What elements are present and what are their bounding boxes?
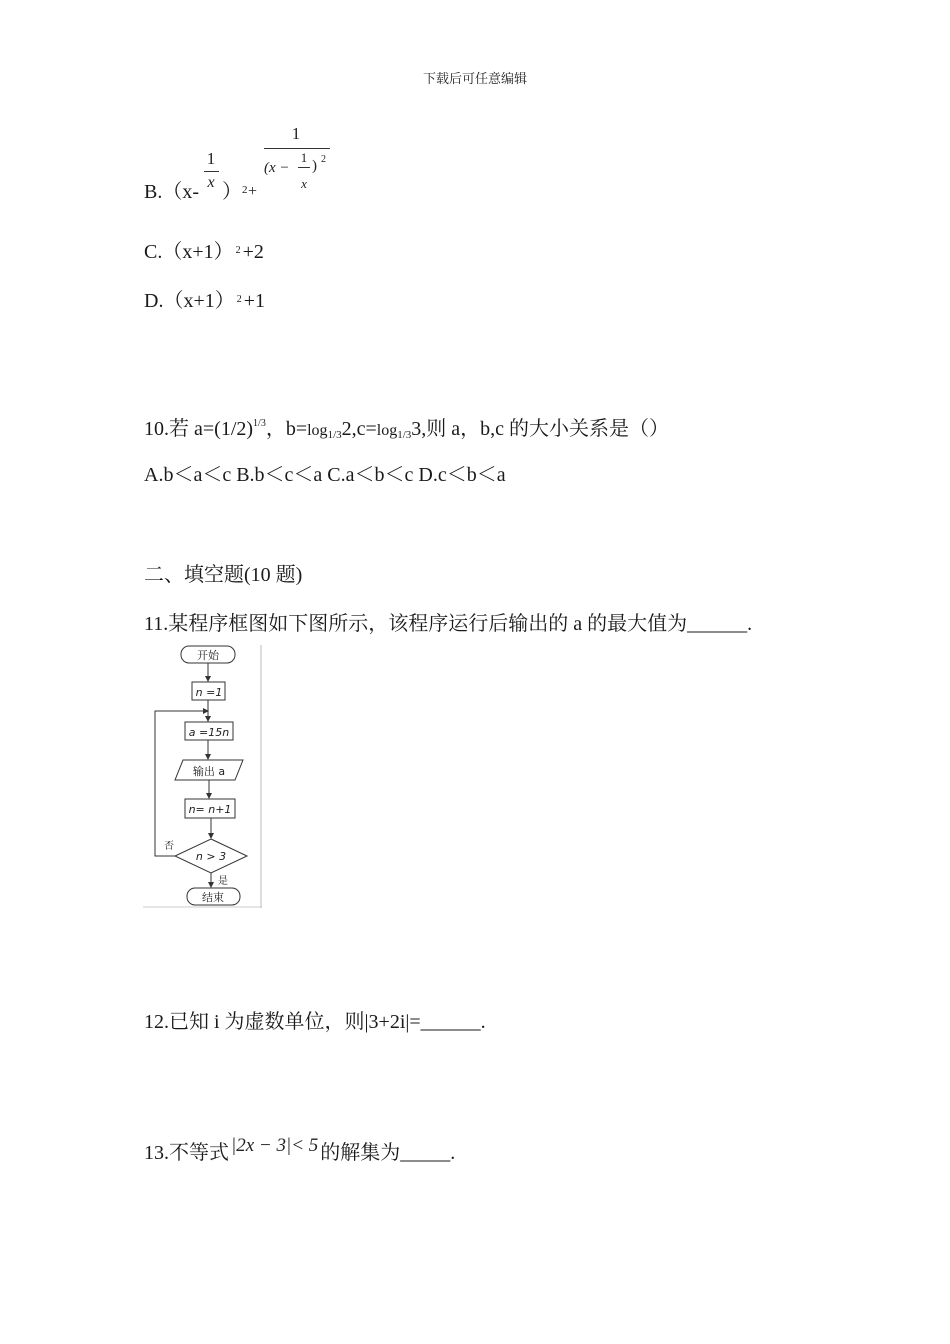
option-b-square: 2 <box>242 184 248 196</box>
q10-exponent: 1/3 <box>253 418 266 429</box>
flowchart-yes-label: 是 <box>218 876 228 887</box>
option-c-square: 2 <box>235 245 241 256</box>
option-d-tail: +1 <box>243 290 266 312</box>
option-c <box>144 239 264 264</box>
q10-log-base-2: 1/3 <box>397 429 412 441</box>
q10-text-3: 2,c= <box>341 418 377 440</box>
q10-log-1: log <box>307 422 328 439</box>
option-b-frac2-numerator: 1 <box>291 124 301 143</box>
option-b-frac1-bar <box>204 171 219 172</box>
option-b-frac2-inner-numerator: 1 <box>300 150 308 165</box>
option-b-frac1-denominator: x <box>207 174 215 191</box>
question-10-options: A.b＜a＜c B.b＜c＜a C.a＜b＜c D.c＜b＜a <box>144 464 506 486</box>
option-d <box>144 288 265 313</box>
q13-inequality: |2x − 3|< 5 <box>231 1135 319 1156</box>
q10-text-4: 3,则 a，b,c 的大小关系是（） <box>411 418 670 440</box>
option-d-square: 2 <box>236 294 242 305</box>
flowchart-condition-label: n > 3 <box>195 850 227 863</box>
option-c-main: C.（x+1） <box>144 241 234 263</box>
q10-text-2: ，b= <box>265 418 308 440</box>
flowchart-svg <box>143 645 262 908</box>
option-b-close: ） <box>222 181 242 203</box>
option-b-plus: + <box>248 183 258 200</box>
flowchart <box>143 645 262 908</box>
q10-text-1: 10.若 a=(1/2) <box>144 418 254 440</box>
flowchart-assign-label: a =15n <box>188 726 230 739</box>
flowchart-start-label: 开始 <box>197 649 219 662</box>
option-d-main: D.（x+1） <box>144 290 235 312</box>
q13-prefix: 13.不等式 <box>144 1142 229 1164</box>
page-header: 下载后可任意编辑 <box>422 72 527 87</box>
flowchart-increment-label: n= n+1 <box>188 803 232 816</box>
flowchart-init-label: n =1 <box>195 686 223 699</box>
option-b-frac1-numerator: 1 <box>206 149 216 168</box>
option-b-frac2-inner-denominator: x <box>301 176 307 191</box>
question-10 <box>144 412 669 447</box>
option-b-frac2-square: 2 <box>321 154 326 165</box>
question-11: 11.某程序框图如下图所示，该程序运行后输出的 a 的最大值为______. <box>144 613 753 635</box>
option-b-frac2-inner-bar <box>298 167 310 168</box>
q10-log-base-1: 1/3 <box>327 429 342 441</box>
option-b-frac2-bar <box>264 148 330 149</box>
flowchart-output-label: 输出 a <box>192 765 226 778</box>
q10-log-2: log <box>376 422 398 439</box>
q13-suffix: 的解集为_____. <box>320 1142 456 1164</box>
option-b-prefix: B.（x- <box>144 181 199 203</box>
option-b-frac2-close: ) <box>312 158 317 174</box>
question-13 <box>144 1134 455 1165</box>
flowchart-end-label: 结束 <box>202 891 224 904</box>
flowchart-no-label: 否 <box>164 841 174 852</box>
option-b-frac2-denominator: (x − <box>264 160 290 176</box>
question-12: 12.已知 i 为虚数单位，则|3+2i|=______. <box>144 1011 486 1033</box>
option-c-tail: +2 <box>242 241 264 263</box>
section-2-title: 二、填空题(10 题) <box>144 564 303 586</box>
